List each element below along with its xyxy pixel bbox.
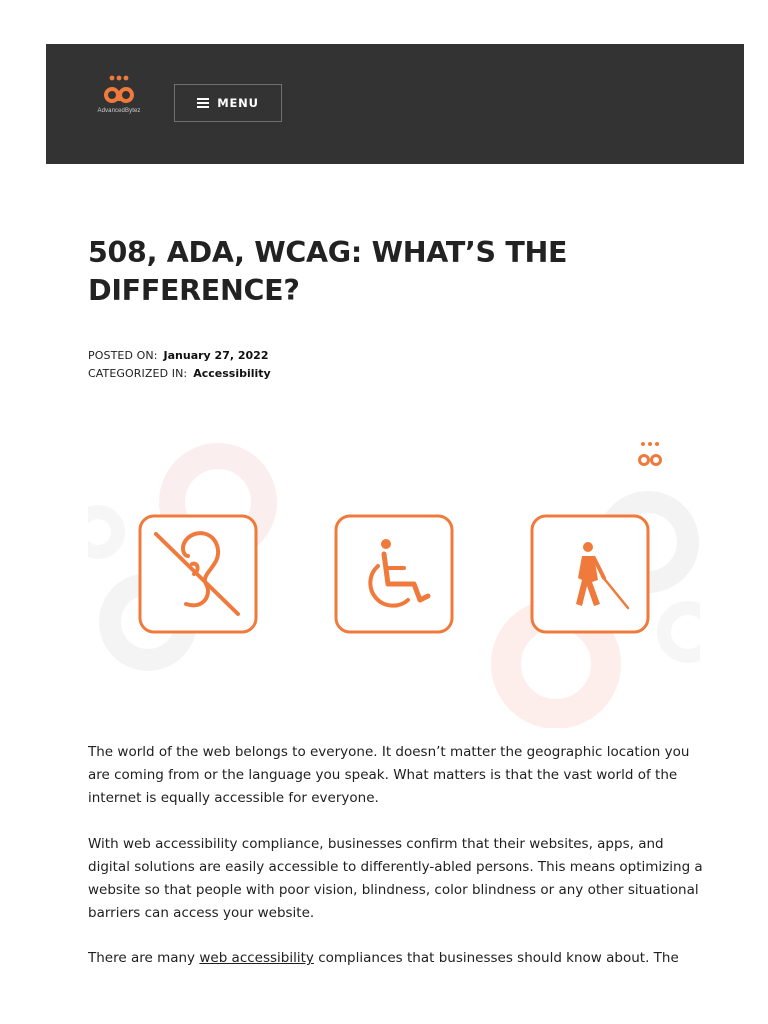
article-paragraph-2: With web accessibility compliance, businesses confirm that their websites, apps, and digital solutions are easily accessible to differently-abled persons. This means optimizing a website so that people with poor vision, blindness, color blindness or any other situational barriers can access your website. (88, 836, 703, 921)
page-title-line-2: DIFFERENCE? (88, 274, 300, 307)
site-logo[interactable] (86, 74, 152, 134)
posted-on-date-link[interactable]: January 27, 2022 (163, 349, 269, 362)
site-header (46, 44, 744, 164)
category-label: CATEGORIZED IN: (88, 367, 188, 380)
article-paragraph-3 (88, 947, 704, 970)
article-paragraph-1: The world of the web belongs to everyone. It doesn’t matter the geographic location you are coming from or the language you speak. What matters is that the vast world of the internet is equally accessible for everyone. (88, 744, 690, 806)
web-accessibility-link[interactable]: web accessibility (199, 950, 314, 966)
blind-person-cane-icon (532, 516, 648, 632)
menu-button[interactable] (174, 84, 282, 122)
brand-name: AdvancedBytez (97, 108, 141, 114)
posted-on-row (88, 348, 268, 364)
category-link[interactable]: Accessibility (193, 367, 271, 380)
page-title-line-1: 508, ADA, WCAG: WHAT’S THE (88, 236, 568, 269)
brand-logo-icon (102, 74, 136, 106)
category-row (88, 366, 271, 382)
menu-label: MENU (217, 96, 259, 110)
paragraph-3-text-end: compliances that businesses should know about. The (313, 950, 679, 966)
posted-on-label: POSTED ON: (88, 349, 158, 362)
page-title (88, 234, 688, 310)
paragraph-3-text-start: There are many (88, 950, 200, 966)
wheelchair-icon (336, 516, 452, 632)
hamburger-icon (197, 98, 209, 108)
hearing-impaired-icon (140, 516, 256, 632)
brand-watermark-icon (640, 442, 661, 465)
featured-image (88, 432, 700, 728)
